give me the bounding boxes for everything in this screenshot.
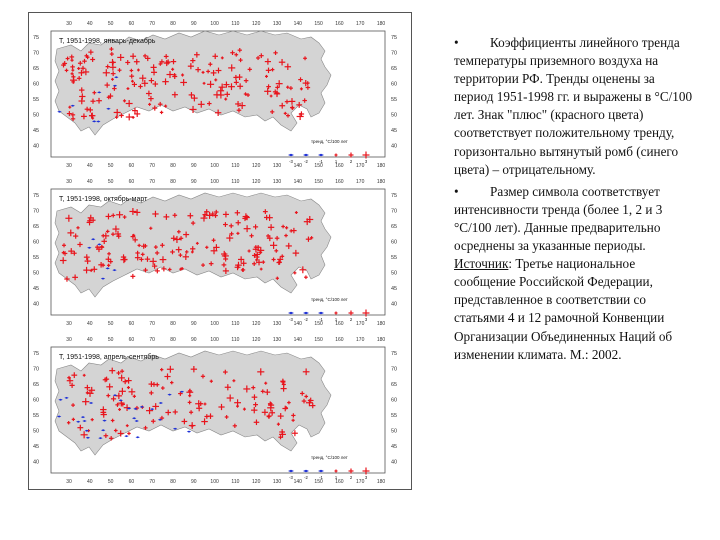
lat-label-right: 50 xyxy=(391,270,398,277)
lon-label-top: 80 xyxy=(170,337,176,343)
bullet-trend-description xyxy=(454,34,694,179)
trend-maps-figure xyxy=(28,12,412,490)
lon-label-top: 100 xyxy=(210,179,219,185)
lat-label-right: 60 xyxy=(391,397,398,404)
lon-label-bottom: 90 xyxy=(191,479,197,485)
lon-label-bottom: 110 xyxy=(231,479,240,485)
lat-label-left: 75 xyxy=(33,351,40,357)
lon-label-top: 90 xyxy=(191,21,197,27)
lat-label-left: 45 xyxy=(33,128,40,134)
source-label: Источник xyxy=(454,256,509,272)
lon-label-bottom: 80 xyxy=(170,163,176,169)
lon-label-top: 100 xyxy=(210,337,219,343)
lat-label-right: 70 xyxy=(391,50,398,57)
lon-label-bottom: 100 xyxy=(210,163,219,169)
legend-value: -1 xyxy=(319,475,323,480)
lon-label-top: 130 xyxy=(272,21,282,27)
legend-value: 3 xyxy=(364,475,368,480)
lon-label-bottom: 160 xyxy=(335,163,344,169)
lat-label-right: 60 xyxy=(391,81,398,88)
lat-label-left: 75 xyxy=(33,35,40,41)
lon-label-top: 60 xyxy=(128,21,135,27)
lat-label-left: 55 xyxy=(33,97,40,103)
legend-value: -2 xyxy=(304,475,308,480)
lat-label-left: 50 xyxy=(33,270,40,277)
lon-label-bottom: 150 xyxy=(314,321,323,327)
legend-label: тренд, °C/100 лет xyxy=(311,139,348,144)
lon-label-bottom: 30 xyxy=(66,479,72,485)
lon-label-top: 40 xyxy=(87,337,93,343)
lat-label-left: 45 xyxy=(33,444,40,450)
map-winter xyxy=(29,173,411,331)
lon-label-bottom: 160 xyxy=(335,321,344,327)
description-text xyxy=(454,34,694,368)
lon-label-bottom: 60 xyxy=(128,163,135,169)
lon-label-bottom: 110 xyxy=(231,163,240,169)
lat-label-right: 50 xyxy=(391,428,398,435)
lat-label-left: 70 xyxy=(33,50,40,57)
lon-label-bottom: 70 xyxy=(149,321,155,327)
lat-label-left: 40 xyxy=(33,301,40,308)
lon-label-top: 70 xyxy=(149,21,155,27)
lon-label-bottom: 80 xyxy=(170,479,176,485)
lat-label-right: 75 xyxy=(391,193,398,199)
lat-label-left: 70 xyxy=(33,366,40,373)
lon-label-top: 90 xyxy=(191,179,197,185)
legend-value: -3 xyxy=(289,317,293,322)
lon-label-bottom: 140 xyxy=(293,321,302,327)
lon-label-top: 110 xyxy=(231,179,240,185)
lat-label-right: 75 xyxy=(391,351,398,357)
lon-label-bottom: 110 xyxy=(231,321,240,327)
lon-label-bottom: 170 xyxy=(356,163,365,169)
legend-value: 2 xyxy=(349,475,353,480)
lat-label-right: 70 xyxy=(391,208,398,215)
lat-label-right: 75 xyxy=(391,35,398,41)
lon-label-top: 70 xyxy=(149,337,155,343)
lat-label-right: 60 xyxy=(391,239,398,246)
legend-value: -1 xyxy=(319,317,323,322)
lon-label-top: 120 xyxy=(252,179,261,185)
map-panel-annual xyxy=(29,15,411,173)
lon-label-top: 50 xyxy=(107,179,114,185)
lat-label-left: 60 xyxy=(33,239,40,246)
lon-label-top: 160 xyxy=(335,337,344,343)
legend-value: 2 xyxy=(349,159,353,164)
lat-label-left: 50 xyxy=(33,428,40,435)
legend-label: тренд, °C/100 лет xyxy=(311,297,348,302)
lon-label-bottom: 170 xyxy=(356,321,365,327)
bullet-symbol-size xyxy=(454,183,694,364)
lon-label-bottom: 150 xyxy=(314,479,323,485)
lon-label-top: 50 xyxy=(107,21,114,27)
lon-label-top: 60 xyxy=(128,179,135,185)
bullet-mark: • xyxy=(454,35,459,50)
legend-value: -1 xyxy=(319,159,323,164)
lon-label-top: 40 xyxy=(87,21,93,27)
lon-label-top: 140 xyxy=(293,337,302,343)
legend-label: тренд, °C/100 лет xyxy=(311,455,348,460)
lon-label-top: 150 xyxy=(314,179,323,185)
lon-label-top: 140 xyxy=(293,179,302,185)
lon-label-bottom: 70 xyxy=(149,163,155,169)
lon-label-top: 120 xyxy=(252,21,261,27)
lon-label-bottom: 160 xyxy=(335,479,344,485)
legend-value: 1 xyxy=(334,475,338,480)
lon-label-bottom: 100 xyxy=(210,321,219,327)
lon-label-top: 170 xyxy=(356,21,365,27)
lon-label-top: 50 xyxy=(107,337,114,343)
lon-label-top: 130 xyxy=(272,179,282,185)
legend-value: 1 xyxy=(334,317,338,322)
lon-label-bottom: 40 xyxy=(87,163,93,169)
lon-label-top: 180 xyxy=(376,337,386,343)
lat-label-left: 55 xyxy=(33,413,40,419)
lon-label-top: 90 xyxy=(191,337,197,343)
lon-label-bottom: 120 xyxy=(252,479,261,485)
lat-label-left: 65 xyxy=(33,382,40,388)
lon-label-bottom: 120 xyxy=(252,163,261,169)
lon-label-bottom: 130 xyxy=(272,163,282,169)
lat-label-left: 45 xyxy=(33,286,40,292)
lat-label-right: 65 xyxy=(391,66,398,72)
legend-value: -3 xyxy=(289,475,293,480)
lon-label-bottom: 60 xyxy=(128,479,135,485)
lon-label-top: 30 xyxy=(66,21,72,27)
lat-label-left: 50 xyxy=(33,112,40,119)
lat-label-right: 40 xyxy=(391,301,398,308)
map-title: T, 1951-1998, апрель-сентябрь xyxy=(59,354,159,361)
lat-label-left: 60 xyxy=(33,397,40,404)
lon-label-top: 150 xyxy=(314,337,323,343)
lat-label-right: 45 xyxy=(391,444,398,450)
lon-label-bottom: 90 xyxy=(191,321,197,327)
source-text: : Третье национальное сообщение Российской Федерации, представленное в соответствии со статьями 4 и 12 рамочной Конвенции Организации Объединенных Наций об изменении климата. М.: 2002. xyxy=(454,256,673,362)
map-panel-winter xyxy=(29,173,411,331)
lat-label-right: 70 xyxy=(391,366,398,373)
lon-label-top: 110 xyxy=(231,337,240,343)
lon-label-top: 80 xyxy=(170,21,176,27)
lon-label-bottom: 100 xyxy=(210,479,219,485)
lat-label-right: 65 xyxy=(391,224,398,230)
map-summer xyxy=(29,331,411,489)
lat-label-left: 70 xyxy=(33,208,40,215)
map-title: T, 1951-1998, январь-декабрь xyxy=(59,38,156,45)
lon-label-top: 120 xyxy=(252,337,261,343)
lon-label-bottom: 120 xyxy=(252,321,261,327)
lon-label-top: 100 xyxy=(210,21,219,27)
lon-label-top: 30 xyxy=(66,337,72,343)
lon-label-top: 30 xyxy=(66,179,72,185)
lon-label-top: 150 xyxy=(314,21,323,27)
lon-label-top: 70 xyxy=(149,179,155,185)
map-panel-summer xyxy=(29,331,411,489)
lon-label-bottom: 130 xyxy=(272,479,282,485)
lon-label-top: 160 xyxy=(335,179,344,185)
lat-label-right: 55 xyxy=(391,255,398,261)
bullet2-text: Размер символа соответствует интенсивности тренда (более 1, 2 и 3 °C/100 лет). Данные предварительно осреднены за указанные периоды. xyxy=(454,183,663,254)
lon-label-bottom: 150 xyxy=(314,163,323,169)
lon-label-bottom: 140 xyxy=(293,479,302,485)
lon-label-top: 110 xyxy=(231,21,240,27)
lat-label-right: 40 xyxy=(391,459,398,466)
map-annual xyxy=(29,15,411,173)
lon-label-bottom: 50 xyxy=(107,163,114,169)
lon-label-top: 60 xyxy=(128,337,135,343)
lat-label-left: 40 xyxy=(33,143,40,150)
lat-label-right: 50 xyxy=(391,112,398,119)
lon-label-bottom: 70 xyxy=(149,479,155,485)
bullet1-text: Коэффициенты линейного тренда температуры приземного воздуха на территории РФ. Тренды оценены за период 1951-1998 гг. и выражены в °C/100 лет. Знак "плюс" (красного цвета) соответствует положительному тренду, горизонтально вытянутый ромб (синего цвета) – отрицательному. xyxy=(454,35,693,177)
lon-label-bottom: 60 xyxy=(128,321,135,327)
lon-label-bottom: 130 xyxy=(272,321,282,327)
legend-value: 2 xyxy=(349,317,353,322)
lon-label-bottom: 140 xyxy=(293,163,302,169)
lon-label-top: 170 xyxy=(356,337,365,343)
lon-label-top: 160 xyxy=(335,21,344,27)
legend-value: 3 xyxy=(364,317,368,322)
lon-label-bottom: 180 xyxy=(376,479,386,485)
lat-label-right: 65 xyxy=(391,382,398,388)
lat-label-right: 55 xyxy=(391,97,398,103)
lat-label-right: 45 xyxy=(391,128,398,134)
lon-label-bottom: 40 xyxy=(87,479,93,485)
lon-label-bottom: 50 xyxy=(107,321,114,327)
lat-label-left: 55 xyxy=(33,255,40,261)
lon-label-bottom: 30 xyxy=(66,163,72,169)
lat-label-left: 40 xyxy=(33,459,40,466)
lat-label-right: 40 xyxy=(391,143,398,150)
lon-label-top: 180 xyxy=(376,179,386,185)
lon-label-top: 170 xyxy=(356,179,365,185)
lon-label-bottom: 170 xyxy=(356,479,365,485)
lat-label-left: 60 xyxy=(33,81,40,88)
legend-value: 3 xyxy=(364,159,368,164)
legend-value: 1 xyxy=(334,159,338,164)
bullet-mark: • xyxy=(454,183,459,199)
lat-label-left: 65 xyxy=(33,66,40,72)
lon-label-top: 40 xyxy=(87,179,93,185)
lon-label-bottom: 50 xyxy=(107,479,114,485)
lat-label-right: 45 xyxy=(391,286,398,292)
lat-label-right: 55 xyxy=(391,413,398,419)
lat-label-left: 65 xyxy=(33,224,40,230)
lon-label-bottom: 180 xyxy=(376,321,386,327)
lon-label-top: 130 xyxy=(272,337,282,343)
lon-label-top: 180 xyxy=(376,21,386,27)
map-title: T, 1951-1998, октябрь-март xyxy=(59,196,148,203)
lon-label-top: 140 xyxy=(293,21,302,27)
lon-label-bottom: 30 xyxy=(66,321,72,327)
legend-value: -2 xyxy=(304,317,308,322)
lon-label-bottom: 80 xyxy=(170,321,176,327)
lon-label-bottom: 90 xyxy=(191,163,197,169)
lat-label-left: 75 xyxy=(33,193,40,199)
lon-label-top: 80 xyxy=(170,179,176,185)
legend-value: -3 xyxy=(289,159,293,164)
lon-label-bottom: 40 xyxy=(87,321,93,327)
lon-label-bottom: 180 xyxy=(376,163,386,169)
legend-value: -2 xyxy=(304,159,308,164)
